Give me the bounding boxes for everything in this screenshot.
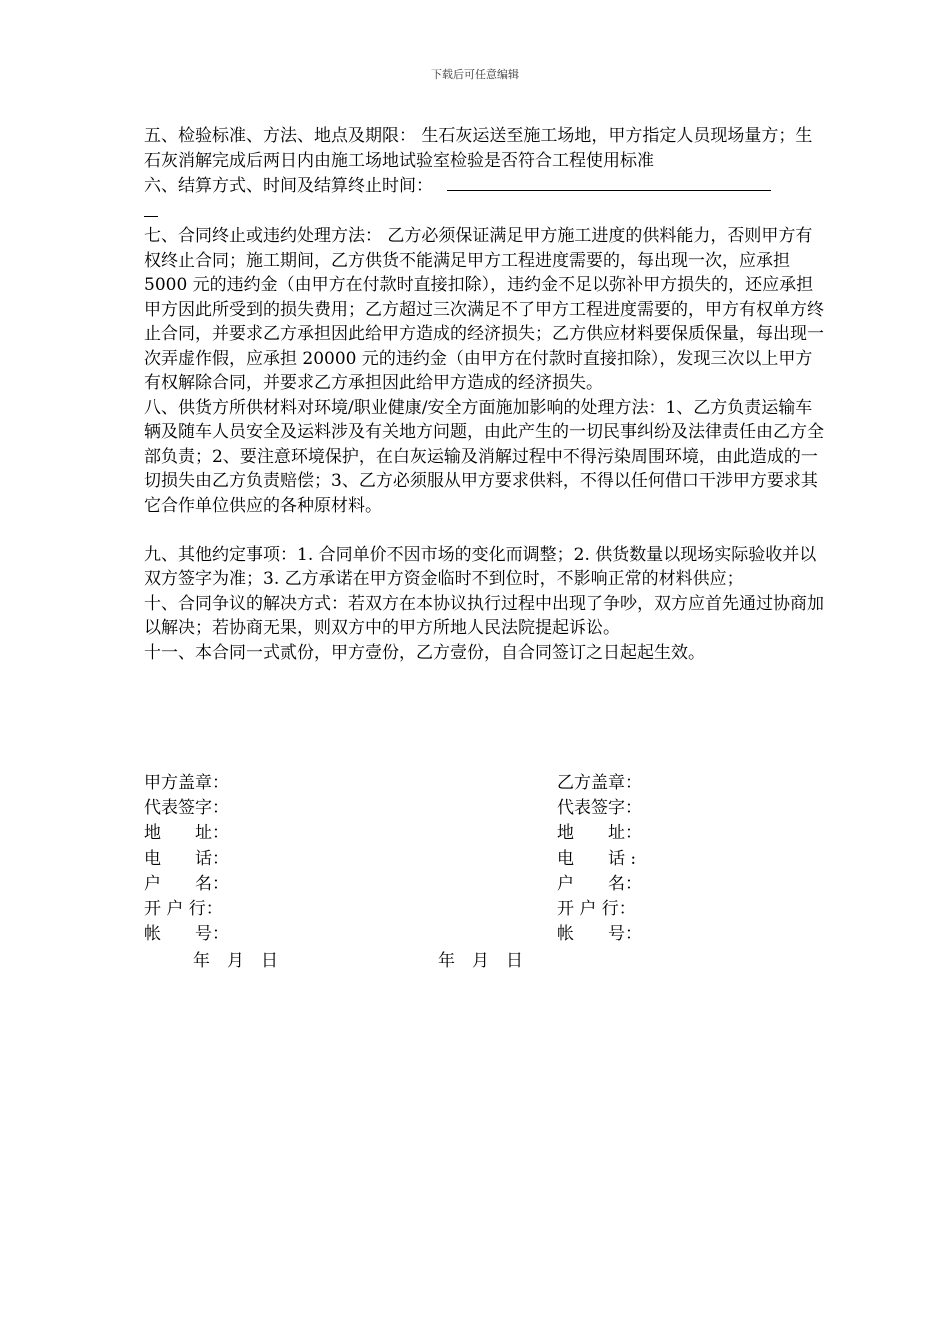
party-b-rep-label: 代表签字： (557, 798, 642, 819)
party-b-account-no-label: 帐 号： (557, 924, 642, 945)
section-6-label: 六、结算方式、时间及结算终止时间： (144, 176, 433, 196)
contract-body (144, 124, 824, 665)
party-a-address-label: 地 址： (144, 823, 229, 844)
party-b-date: 年 月 日 (438, 951, 523, 971)
paragraph-gap (144, 518, 824, 543)
settlement-blank-line (447, 173, 771, 191)
party-a-date: 年 月 日 (193, 951, 278, 971)
party-b-account-name-label: 户 名： (557, 873, 642, 894)
section-8-environment: 八、供货方所供材料对环境/职业健康/安全方面施加影响的处理方法：1、乙方负责运输车辆及随车人员安全及运料涉及有关地方问题，由此产生的一切民事纠纷及法律责任由乙方全部负责；2、要注意环境保护，在白灰运输及消解过程中不得污染周围环境，由此造成的一切损失由乙方负责赔偿；3、乙方必须服从甲方要求供料，不得以任何借口干涉甲方要求其它合作单位供应的各种原材料。 (144, 397, 824, 516)
party-a-seal-label: 甲方盖章： (144, 773, 229, 793)
page-header-note: 下载后可任意编辑 (431, 68, 519, 81)
party-a-account-name-label: 户 名： (144, 873, 229, 894)
section-7-termination: 七、合同终止或违约处理方法： 乙方必须保证满足甲方施工进度的供料能力，否则甲方有权终止合同；施工期间，乙方供货不能满足甲方工程进度需要的，每出现一次，应承担 5000 元的违约金（由甲方在付款时直接扣除），违约金不足以弥补甲方损失的，还应承担甲方因此所受到的损失费用；乙方超过三次满足不了甲方工程进度需要的，甲方有权单方终止合同，并要求乙方承担因此给甲方造成的经济损失；乙方供应材料要保质保量，每出现一次弄虚作假，应承担 20000 元的违约金（由甲方在付款时直接扣除），发现三次以上甲方有权解除合同，并要求乙方承担因此给甲方造成的经济损失。 (144, 226, 824, 393)
party-b-bank-label: 开 户 行： (557, 899, 636, 920)
section-11-copies: 十一、本合同一式贰份，甲方壹份，乙方壹份，自合同签订之日起起生效。 (144, 642, 705, 663)
section-6-settlement (144, 173, 824, 224)
party-b-address-label: 地 址： (557, 823, 642, 844)
party-a-rep-label: 代表签字： (144, 798, 229, 819)
party-a-signature-block (144, 771, 229, 947)
party-b-seal-label: 乙方盖章： (557, 773, 642, 793)
party-b-signature-block (557, 771, 642, 947)
party-a-phone-label: 电 话： (144, 848, 229, 869)
section-5-inspection: 五、检验标准、方法、地点及期限： 生石灰运送至施工场地，甲方指定人员现场量方；生石灰消解完成后两日内由施工场地试验室检验是否符合工程使用标准 (144, 126, 813, 171)
section-9-other-terms: 九、其他约定事项：1. 合同单价不因市场的变化而调整；2. 供货数量以现场实际验收并以双方签字为准；3. 乙方承诺在甲方资金临时不到位时，不影响正常的材料供应； (144, 544, 817, 589)
party-a-account-no-label: 帐 号： (144, 924, 229, 945)
party-a-bank-label: 开 户 行： (144, 899, 223, 920)
party-b-phone-label: 电 话 : (557, 848, 637, 869)
settlement-blank-line-continued (144, 199, 158, 217)
section-10-disputes: 十、合同争议的解决方式：若双方在本协议执行过程中出现了争吵，双方应首先通过协商加以解决；若协商无果，则双方中的甲方所地人民法院提起诉讼。 (144, 593, 824, 638)
